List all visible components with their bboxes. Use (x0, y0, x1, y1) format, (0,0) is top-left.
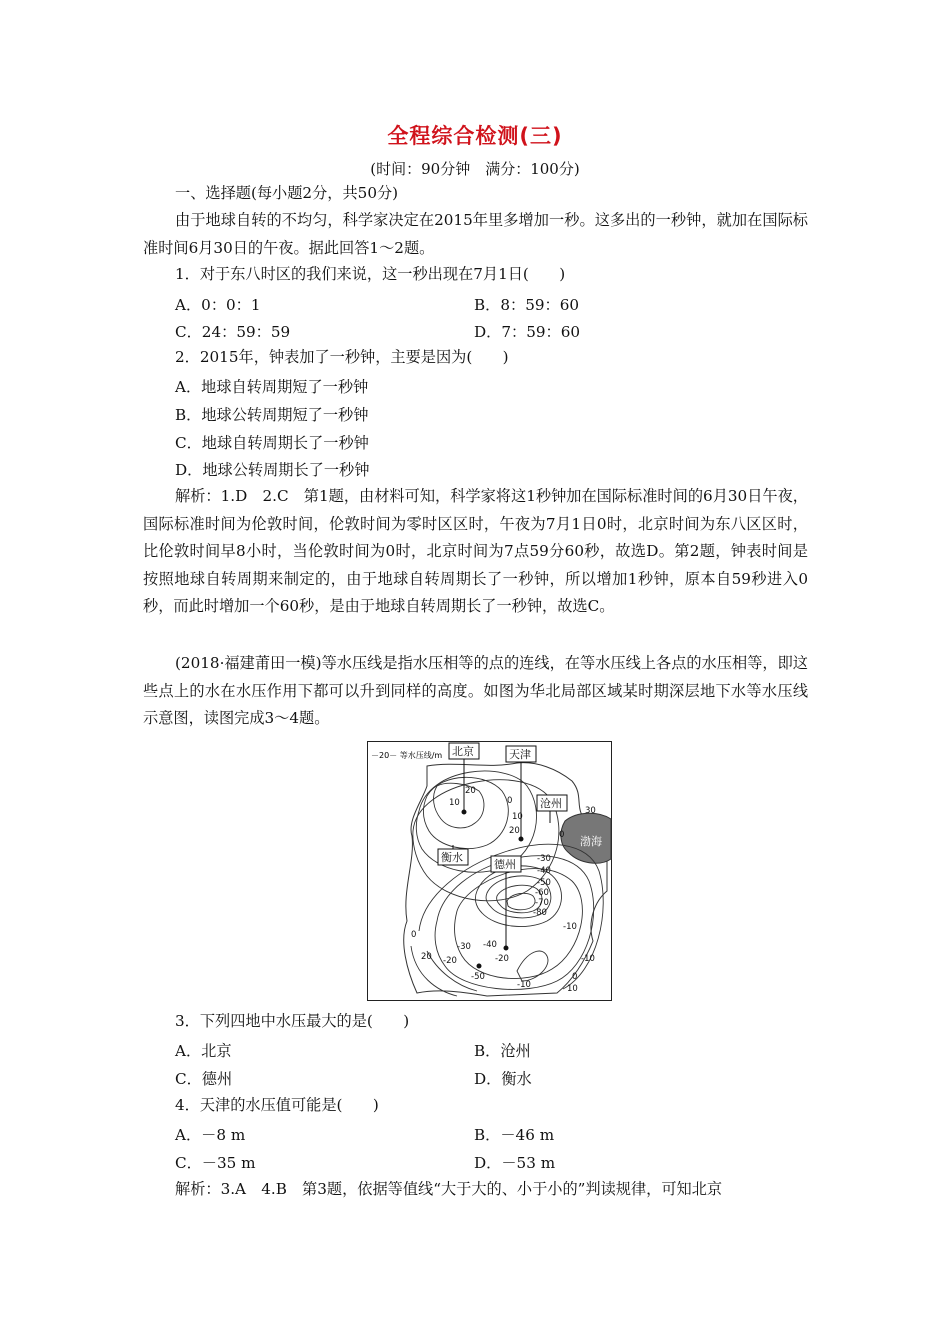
section-heading: 一、选择题(每小题2分，共50分) (175, 184, 399, 202)
contour-label: -10 (581, 954, 595, 964)
q2-option-b: B．地球公转周期短了一秒钟 (175, 406, 369, 424)
intro-text-2: (2018·福建莆田一模)等水压线是指水压相等的点的连线，在等水压线上各点的水压相等，即这些点上的水在水压作用下都可以升到同样的高度。如图为华北局部区域某时期深层地下水等水压线示意图，读图完成3～4题。 (143, 654, 808, 728)
contour-label: -70 (535, 898, 549, 908)
question-3-stem: 3．下列四地中水压最大的是( ) (175, 1012, 410, 1030)
contour-label: 10 (449, 798, 460, 808)
contour-label: -40 (483, 940, 497, 950)
contour-label: -80 (533, 908, 547, 918)
q2-option-c: C．地球自转周期长了一秒钟 (175, 434, 369, 452)
q1-option-b: B．8：59：60 (474, 296, 580, 314)
intro-text-1: 由于地球自转的不均匀，科学家决定在2015年里多增加一秒。这多出的一秒钟，就加在国际标准时间6月30日的午夜。据此回答1～2题。 (143, 211, 808, 257)
label-cangzhou: 沧州 (540, 797, 562, 810)
q2-option-a: A．地球自转周期短了一秒钟 (175, 378, 369, 396)
contour-label: -30 (537, 854, 551, 864)
label-bohai: 渤海 (580, 835, 602, 848)
contour-label: -30 (457, 942, 471, 952)
contour-label: -10 (517, 980, 531, 990)
contour-label: 0 (411, 930, 417, 940)
contour-label: -50 (471, 972, 485, 982)
contour-label: 20 (465, 786, 476, 796)
question-1-stem: 1．对于东八时区的我们来说，这一秒出现在7月1日( ) (175, 265, 566, 283)
contour-label: 20 (421, 952, 432, 962)
contour-label: 10 (567, 984, 578, 994)
q3-option-d: D．衡水 (474, 1070, 532, 1088)
exam-info: (时间：90分钟 满分：100分) (370, 160, 580, 178)
isobar-map-figure (367, 741, 612, 1001)
page-title: 全程综合检测(三) (387, 124, 563, 148)
contour-label: -20 (443, 956, 457, 966)
intro-paragraph-2 (143, 650, 808, 733)
contour-label: -40 (537, 866, 551, 876)
q2-option-d: D．地球公转周期长了一秒钟 (175, 461, 370, 479)
q1-option-c: C．24：59：59 (175, 323, 291, 341)
label-dezhou: 德州 (494, 858, 516, 871)
q4-option-c: C．－35 m (175, 1154, 256, 1172)
q4-option-b: B．－46 m (474, 1126, 555, 1144)
map-legend: －20－ 等水压线/m (371, 751, 443, 760)
contour-label: -20 (495, 954, 509, 964)
q1-option-a: A．0：0：1 (175, 296, 261, 314)
contour-label: -50 (537, 878, 551, 888)
q3-option-b: B．沧州 (474, 1042, 531, 1060)
q4-option-d: D．－53 m (474, 1154, 556, 1172)
label-tianjin: 天津 (509, 748, 531, 761)
contour-label: 0 (572, 972, 578, 982)
contour-label: 10 (512, 812, 523, 822)
contour-label: -60 (535, 888, 549, 898)
label-beijing: 北京 (452, 745, 474, 758)
q1-option-d: D．7：59：60 (474, 323, 581, 341)
q3-option-c: C．德州 (175, 1070, 233, 1088)
question-4-stem: 4．天津的水压值可能是( ) (175, 1096, 379, 1114)
label-hengshui: 衡水 (441, 851, 463, 864)
q4-option-a: A．－8 m (175, 1126, 246, 1144)
contour-label: -10 (563, 922, 577, 932)
analysis-1 (143, 483, 808, 621)
isobar-map (367, 741, 612, 1001)
contour-label: 0 (507, 796, 513, 806)
intro-paragraph-1 (143, 207, 808, 262)
analysis-text-1: 解析：1.D 2.C 第1题，由材料可知，科学家将这1秒钟加在国际标准时间的6月30日午夜，国际标准时间为伦敦时间，伦敦时间为零时区区时，午夜为7月1日0时，北京时间为东八区区时，比伦敦时间早8小时，当伦敦时间为0时，北京时间为7点59分60秒，故选D。第2题，钟表时间是按照地球自转周期来制定的，由于地球自转周期长了一秒钟，所以增加1秒钟，原本自59秒进入0秒，而此时增加一个60秒，是由于地球自转周期长了一秒钟，故选C。 (143, 487, 808, 616)
analysis-2: 解析：3.A 4.B 第3题，依据等值线“大于大的、小于小的”判读规律，可知北京 (175, 1180, 723, 1198)
q3-option-a: A．北京 (175, 1042, 232, 1060)
question-2-stem: 2．2015年，钟表加了一秒钟，主要是因为( ) (175, 348, 509, 366)
contour-label: 20 (509, 826, 520, 836)
contour-label: 0 (559, 830, 565, 840)
contour-label: 30 (585, 806, 596, 816)
